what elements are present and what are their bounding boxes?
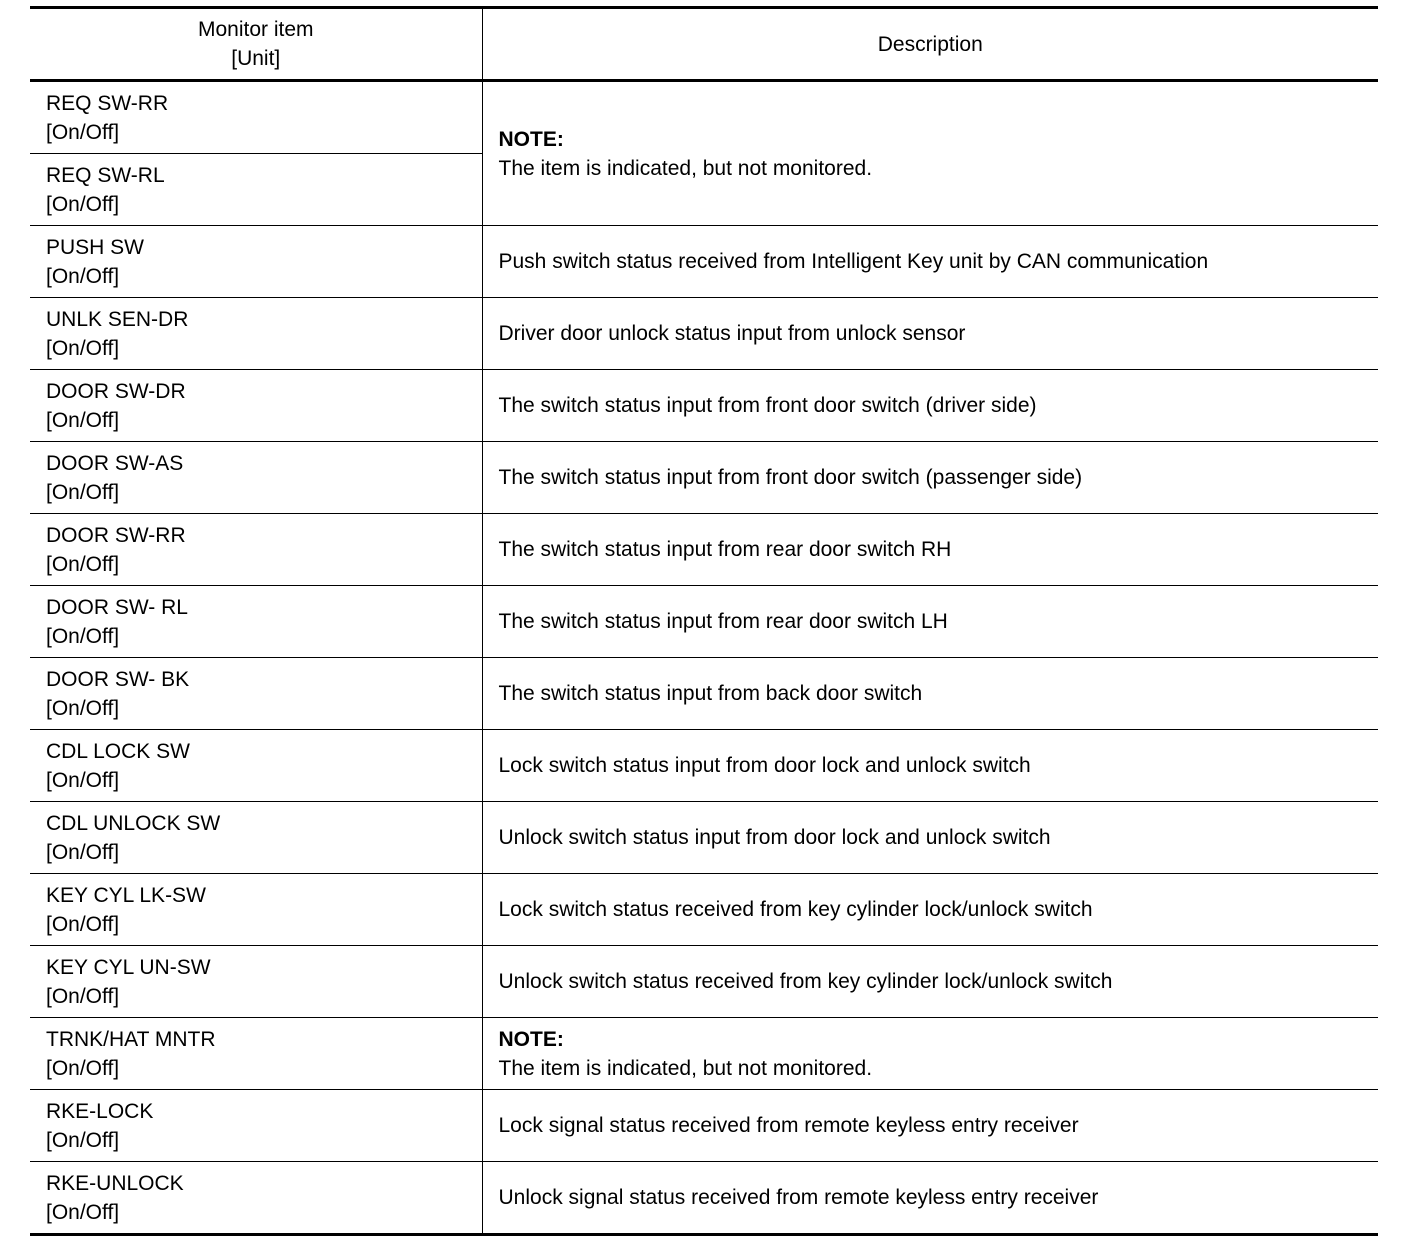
description-cell: Lock switch status received from key cylinder lock/unlock switch [482,874,1378,946]
table-row [30,226,1378,298]
table-row [30,874,1378,946]
monitor-item-name: TRNK/HAT MNTR [46,1027,216,1051]
monitor-item-unit: [On/Off] [46,192,120,216]
description-cell: The switch status input from rear door switch LH [482,586,1378,658]
monitor-item-name: DOOR SW-AS [46,451,184,475]
table-row [30,1018,1378,1090]
monitor-item-name: DOOR SW-RR [46,523,186,547]
monitor-item-unit: [On/Off] [46,768,120,792]
description-cell: Driver door unlock status input from unlock sensor [482,298,1378,370]
description-header: Description [482,8,1378,81]
monitor-item-cell [30,658,482,730]
note-text: The item is indicated, but not monitored. [498,1056,873,1080]
note-label: NOTE: [498,1027,564,1051]
monitor-item-cell [30,442,482,514]
description-cell: Unlock signal status received from remote keyless entry receiver [498,1186,1099,1209]
monitor-item-cell [30,81,482,154]
monitor-item-unit: [On/Off] [46,840,120,864]
description-cell: The switch status input from rear door switch RH [482,514,1378,586]
monitor-item-unit: [On/Off] [46,336,120,360]
monitor-item-name: DOOR SW- BK [46,667,190,691]
description-cell: Push switch status received from Intelligent Key unit by CAN communication [482,226,1378,298]
monitor-item-name: DOOR SW-DR [46,379,186,403]
monitor-item-unit: [On/Off] [46,624,120,648]
monitor-item-unit: [On/Off] [46,912,120,936]
monitor-item-cell [30,802,482,874]
monitor-item-name: KEY CYL UN-SW [46,955,211,979]
description-cell: Unlock switch status received from key cylinder lock/unlock switch [482,946,1378,1018]
description-cell [482,81,1378,226]
monitor-item-name: CDL LOCK SW [46,739,190,763]
table-row [30,81,1378,154]
monitor-item-cell [30,154,482,226]
monitor-item-name: UNLK SEN-DR [46,307,189,331]
monitor-item-cell [30,1162,482,1235]
monitor-item-cell [30,1090,482,1162]
monitor-item-name: REQ SW-RR [46,91,169,115]
monitor-item-cell [30,226,482,298]
monitor-item-cell [30,370,482,442]
description-cell: The switch status input from front door switch (passenger side) [482,442,1378,514]
table-row [30,514,1378,586]
monitor-item-unit: [On/Off] [46,1200,120,1224]
monitor-item-header: Monitor item [Unit] [30,8,482,81]
table-header-row [30,8,1378,81]
table-row [30,946,1378,1018]
table-row [30,1162,1378,1235]
table-row [30,298,1378,370]
table-row [30,658,1378,730]
monitor-item-cell [30,514,482,586]
monitor-item-unit: [On/Off] [46,552,120,576]
monitor-item-unit: [On/Off] [46,264,120,288]
table-row [30,730,1378,802]
monitor-item-cell [30,1018,482,1090]
monitor-item-name: REQ SW-RL [46,163,165,187]
monitor-item-cell [30,298,482,370]
monitor-item-unit: [On/Off] [46,1056,120,1080]
description-cell [482,1018,1378,1090]
description-cell: The switch status input from back door switch [482,658,1378,730]
monitor-item-cell [30,874,482,946]
monitor-item-unit: [On/Off] [46,984,120,1008]
monitor-item-unit: [On/Off] [46,696,120,720]
description-cell: Lock switch status input from door lock and unlock switch [482,730,1378,802]
description-cell: Unlock switch status input from door lock and unlock switch [482,802,1378,874]
table-row [30,370,1378,442]
monitor-item-name: RKE-UNLOCK [46,1171,184,1195]
monitor-item-name: KEY CYL LK-SW [46,883,206,907]
description-cell: The switch status input from front door switch (driver side) [482,370,1378,442]
monitor-item-unit: [On/Off] [46,120,120,144]
table-row [30,802,1378,874]
monitor-item-cell [30,730,482,802]
monitor-item-name: PUSH SW [46,235,145,259]
monitor-item-unit: [On/Off] [46,408,120,432]
table-row [30,442,1378,514]
monitor-item-unit: [On/Off] [46,1128,120,1152]
monitor-item-unit: [On/Off] [46,480,120,504]
table-row [30,586,1378,658]
monitor-item-name: CDL UNLOCK SW [46,811,221,835]
monitor-item-name: DOOR SW- RL [46,595,188,619]
monitor-item-cell [30,946,482,1018]
monitor-item-cell [30,586,482,658]
monitor-item-table [30,6,1378,1236]
monitor-item-name: RKE-LOCK [46,1099,154,1123]
table-row [30,1090,1378,1162]
note-label: NOTE: [498,127,564,151]
note-text: The item is indicated, but not monitored. [498,156,873,180]
description-cell: Lock signal status received from remote keyless entry receiver [482,1090,1378,1162]
